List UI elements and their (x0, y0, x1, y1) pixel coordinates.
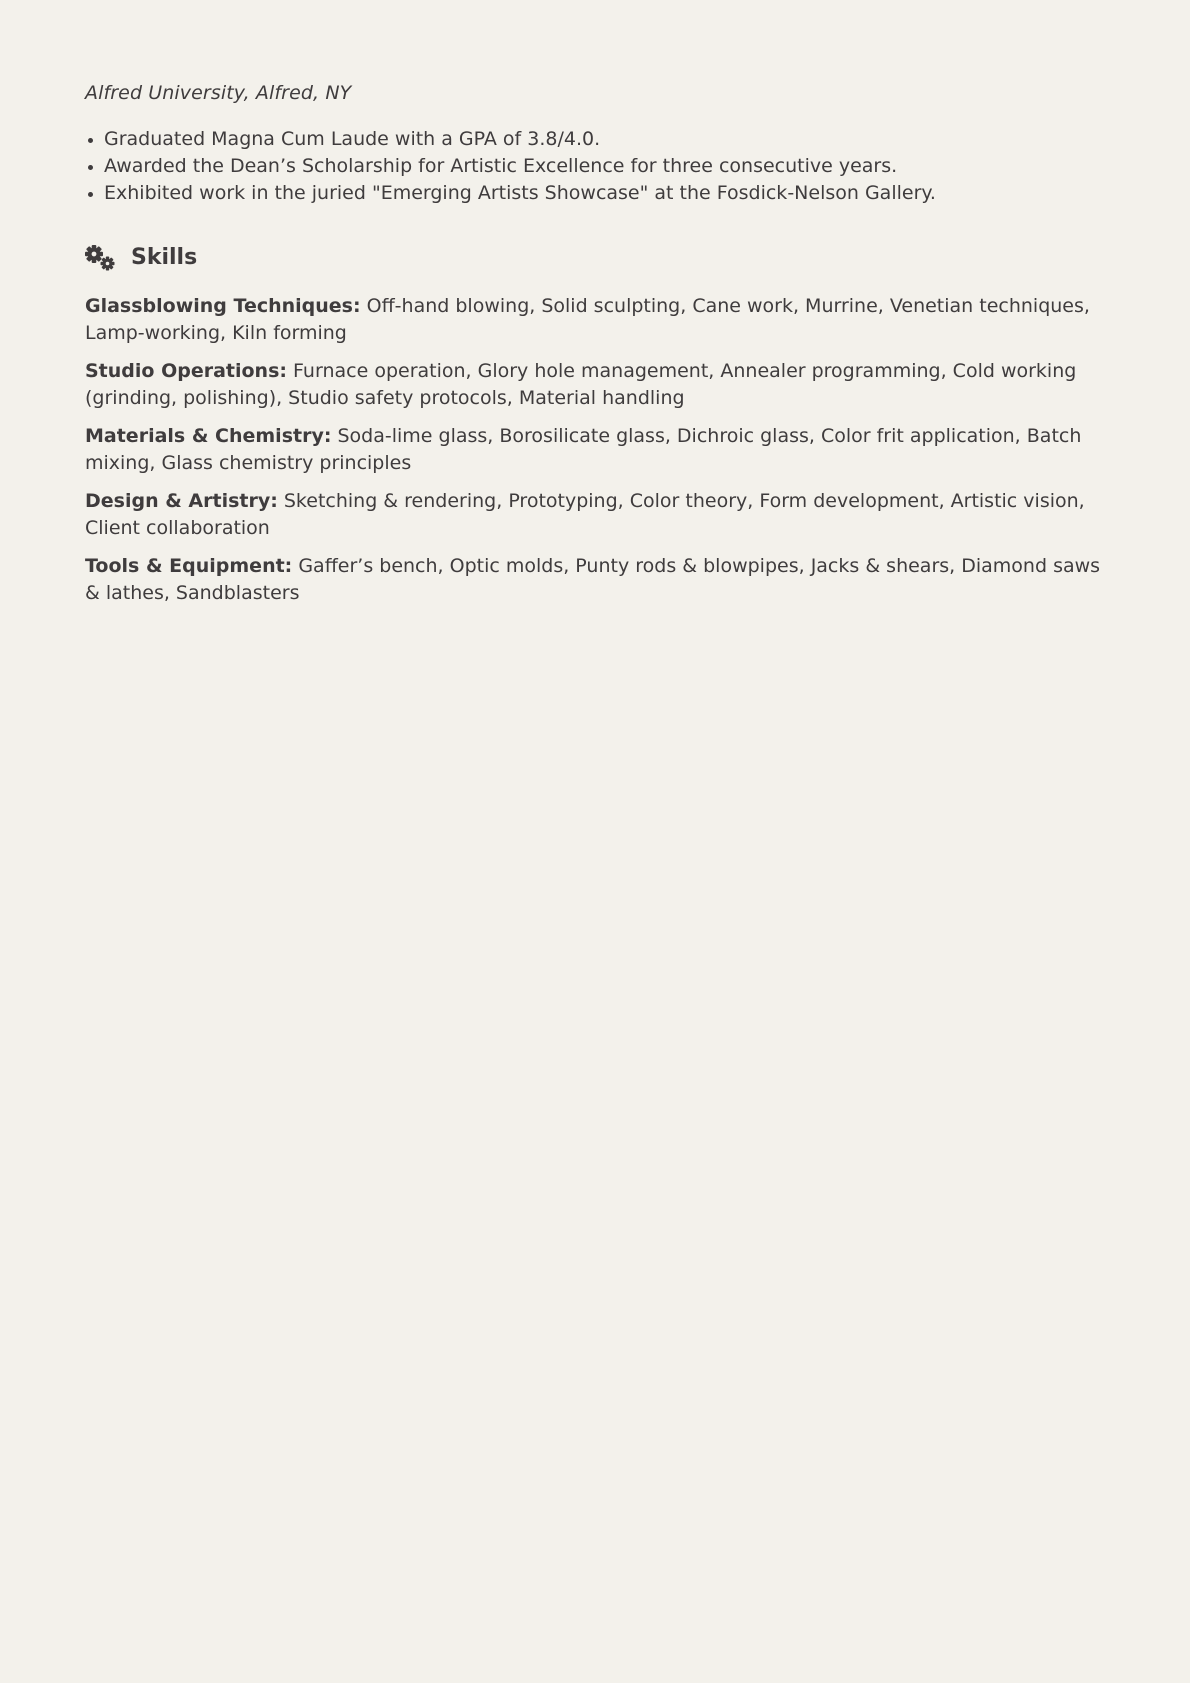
skill-item (85, 423, 1105, 477)
skill-label: Studio Operations: (85, 360, 287, 382)
education-highlights-list (85, 126, 1105, 207)
skill-text: Furnace operation, Glory hole management, Annealer programming, Cold working (grinding, polishing), Studio safety protocols, Material handling (85, 360, 1077, 409)
list-item: Awarded the Dean’s Scholarship for Artistic Excellence for three consecutive years. (104, 153, 1105, 180)
skill-item (85, 358, 1105, 412)
skills-section-header (85, 242, 1105, 274)
skill-text: Soda-lime glass, Borosilicate glass, Dichroic glass, Color frit application, Batch mixing, Glass chemistry principles (85, 425, 1082, 474)
skill-label: Glassblowing Techniques: (85, 295, 361, 317)
skill-text: Off-hand blowing, Solid sculpting, Cane work, Murrine, Venetian techniques, Lamp-working, Kiln forming (85, 295, 1090, 344)
skill-label: Design & Artistry: (85, 490, 278, 512)
list-item: Graduated Magna Cum Laude with a GPA of 3.8/4.0. (104, 126, 1105, 153)
gears-icon (85, 245, 115, 271)
skills-list (85, 293, 1105, 607)
list-item: Exhibited work in the juried "Emerging Artists Showcase" at the Fosdick-Nelson Gallery. (104, 180, 1105, 207)
skill-text: Sketching & rendering, Prototyping, Color theory, Form development, Artistic vision, Client collaboration (85, 490, 1085, 539)
skill-item (85, 488, 1105, 542)
skill-item (85, 553, 1105, 607)
skill-text: Gaffer’s bench, Optic molds, Punty rods & blowpipes, Jacks & shears, Diamond saws & lathes, Sandblasters (85, 555, 1101, 604)
skill-item (85, 293, 1105, 347)
skills-heading: Skills (131, 245, 198, 270)
skill-label: Materials & Chemistry: (85, 425, 332, 447)
education-institution: Alfred University, Alfred, NY (85, 82, 352, 104)
skill-label: Tools & Equipment: (85, 555, 293, 577)
